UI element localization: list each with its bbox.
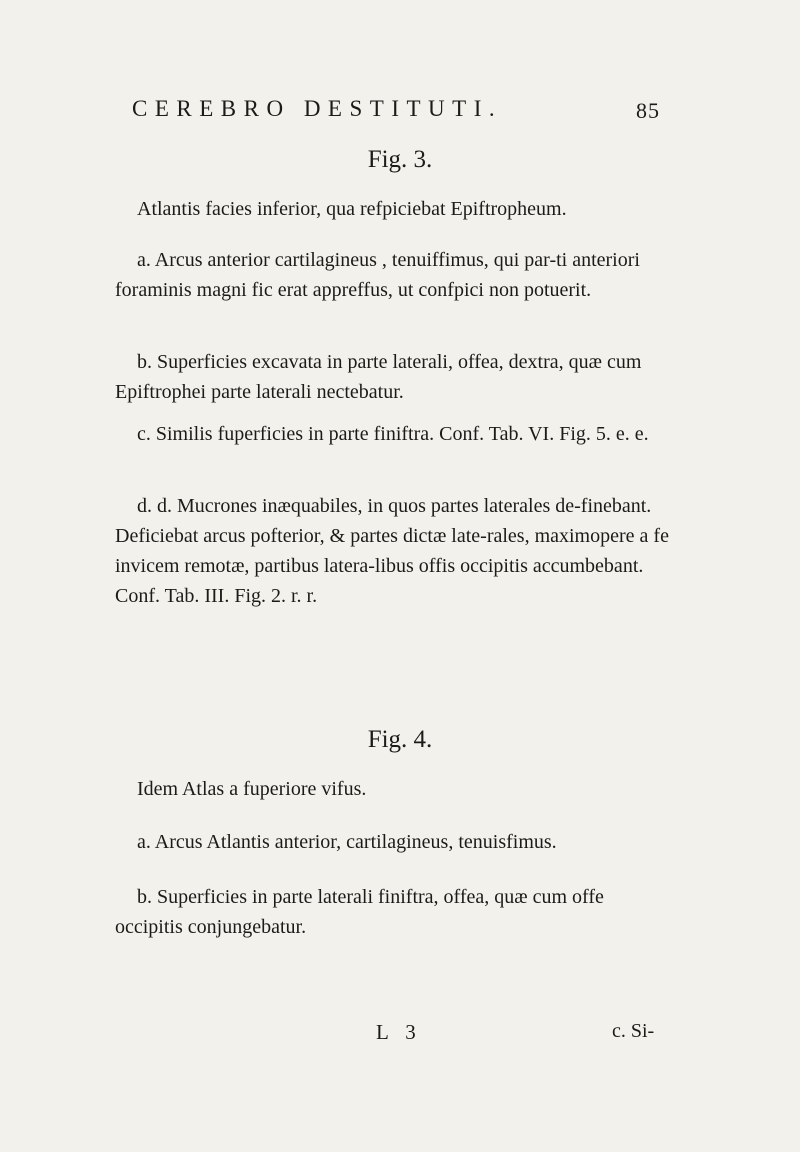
fig-4-item-b: b. Superficies in parte laterali finiftra, offea, quæ cum offe occipitis conjungebatur. (115, 886, 604, 938)
page-number: 85 (636, 98, 660, 123)
fig-3-heading: Fig. 3. (367, 146, 433, 173)
fig-3-item-b: b. Superficies excavata in parte laterali, offea, dextra, quæ cum Epiftrophei parte laterali nectebatur. (115, 351, 642, 403)
catchword: c. Si- (612, 1020, 655, 1042)
signature-mark: L 3 (376, 1020, 422, 1044)
fig-4-item-a: a. Arcus Atlantis anterior, cartilagineus, tenuisfimus. (137, 831, 557, 853)
fig-3-item-a: a. Arcus anterior cartilagineus , tenuiffimus, qui par-ti anteriori foraminis magni fic erat appreffus, ut confpici non potuerit. (115, 249, 640, 301)
fig-4-heading: Fig. 4. (367, 726, 433, 753)
fig-3-caption: Atlantis facies inferior, qua refpiciebat Epiftropheum. (137, 198, 567, 220)
fig-4-caption: Idem Atlas a fuperiore vifus. (137, 778, 367, 800)
fig-3-item-c: c. Similis fuperficies in parte finiftra. Conf. Tab. VI. Fig. 5. e. e. (137, 423, 649, 445)
running-head: CEREBRO DESTITUTI. (132, 96, 503, 121)
fig-3-item-d: d. d. Mucrones inæquabiles, in quos partes laterales de-finebant. Deficiebat arcus pofterior, & partes dictæ late-rales, maximopere a fe invicem remotæ, partibus latera-libus offis occipitis accumbebant. Conf. Tab. III. Fig. 2. r. r. (115, 495, 669, 607)
